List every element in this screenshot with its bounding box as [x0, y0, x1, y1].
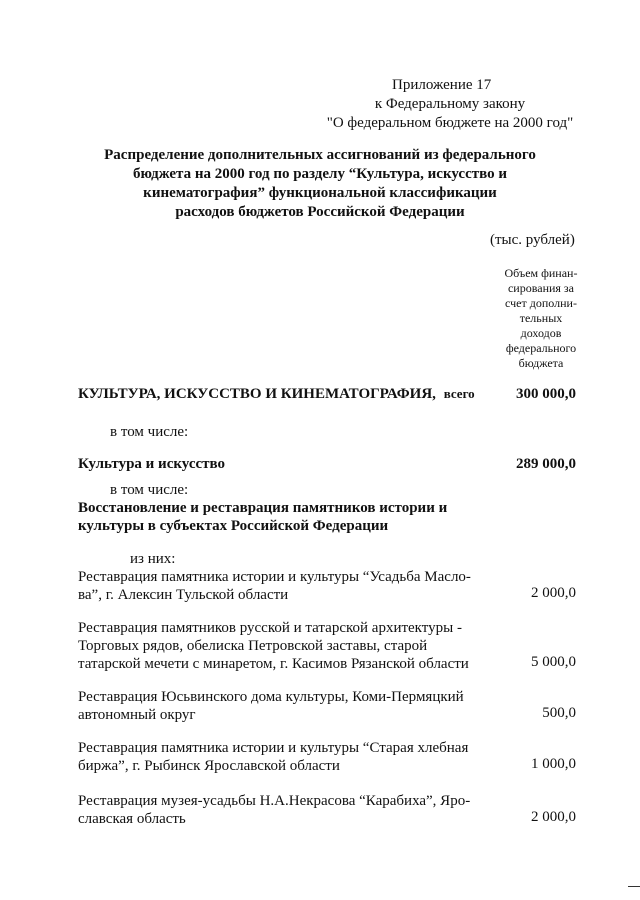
units-label: (тыс. рублей) [490, 232, 575, 248]
of-them-label: из них: [130, 551, 176, 567]
column-header-line: федерального [505, 341, 577, 355]
item-line: ва”, г. Алексин Тульской области [78, 587, 289, 603]
restoration-line-2: культуры в субъектах Российской Федерации [78, 518, 389, 534]
item-line: автономный округ [78, 707, 196, 723]
item-amount: 500,0 [542, 705, 576, 721]
item-line: татарской мечети с минаретом, г. Касимов Рязанской области [78, 656, 469, 672]
item-line: биржа”, г. Рыбинск Ярославской области [78, 758, 340, 774]
appendix-header [310, 76, 590, 133]
list-item [78, 688, 488, 724]
including-label: в том числе: [110, 424, 189, 440]
title-line-1: Распределение дополнительных ассигнований из федерального [104, 147, 536, 163]
total-label [78, 386, 475, 403]
appendix-law-title: "О федеральном бюджете на 2000 год" [326, 115, 574, 131]
document-title [80, 146, 560, 222]
including-label: в том числе: [110, 482, 189, 498]
title-line-2: бюджета на 2000 год по разделу “Культура, искусство и [133, 166, 507, 182]
appendix-law-ref: к Федеральному закону [374, 96, 526, 112]
column-header-line: счет дополни- [505, 296, 577, 310]
restoration-heading [78, 499, 488, 535]
title-line-3: кинематография” функциональной классификации [143, 185, 497, 201]
list-item [78, 739, 488, 775]
total-label-suffix: всего [443, 386, 475, 401]
restoration-line-1: Восстановление и реставрация памятников истории и [78, 500, 448, 516]
column-header-line: доходов [520, 326, 562, 340]
column-header-line: Объем финан- [504, 266, 578, 280]
column-header-line: сирования за [507, 281, 574, 295]
item-line: Реставрация памятника истории и культуры “Усадьба Маслo- [78, 569, 471, 585]
list-item [78, 568, 488, 604]
item-line: Реставрация памятника истории и культуры “Старая хлебная [78, 740, 469, 756]
item-line: Реставрация Юсьвинского дома культуры, Коми-Пермяцкий [78, 689, 464, 705]
item-amount: 1 000,0 [531, 756, 576, 772]
page-edge-mark [628, 886, 640, 887]
column-header-line: бюджета [518, 356, 564, 370]
column-header [486, 266, 596, 371]
list-item [78, 792, 488, 828]
total-amount: 300 000,0 [516, 386, 576, 402]
culture-amount: 289 000,0 [516, 456, 576, 472]
column-header-line: тельных [519, 311, 563, 325]
title-line-4: расходов бюджетов Российской Федерации [175, 204, 465, 220]
item-line: славская область [78, 811, 186, 827]
item-amount: 2 000,0 [531, 585, 576, 601]
item-amount: 2 000,0 [531, 809, 576, 825]
culture-label: Культура и искусство [78, 456, 226, 472]
item-amount: 5 000,0 [531, 654, 576, 670]
list-item [78, 619, 488, 673]
appendix-number: Приложение 17 [392, 77, 492, 93]
item-line: Торговых рядов, обелиска Петровской заставы, старой [78, 638, 428, 654]
item-line: Реставрация памятников русской и татарской архитектуры - [78, 620, 462, 636]
item-line: Реставрация музея-усадьбы Н.А.Некрасова “Карабиха”, Яро- [78, 793, 471, 809]
total-label-main: КУЛЬТУРА, ИСКУССТВО И КИНЕМАТОГРАФИЯ, [78, 386, 436, 402]
